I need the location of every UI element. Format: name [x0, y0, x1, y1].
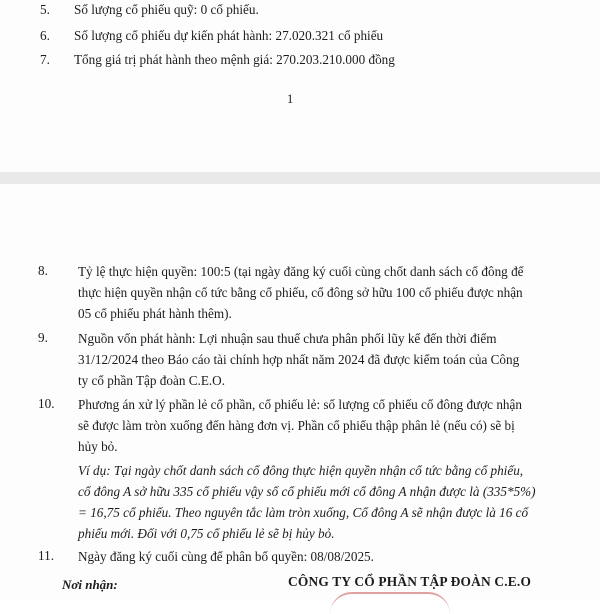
item-9-line-3: ty cổ phần Tập đoàn C.E.O.: [78, 373, 225, 388]
item-6-text: Số lượng cổ phiếu dự kiến phát hành: 27.020.321 cổ phiếu: [74, 28, 384, 43]
item-5-text: Số lượng cổ phiếu quỹ: 0 cổ phiếu.: [74, 2, 259, 17]
item-8-number: 8.: [38, 263, 48, 278]
item-10-line-1: Phương án xử lý phần lẻ cổ phần, cổ phiếu lẻ: số lượng cổ phiếu cổ đông được nhận: [78, 397, 522, 412]
item-9-number: 9.: [38, 330, 48, 345]
example-line-3: = 16,75 cổ phiếu. Theo nguyên tắc làm tròn xuống, Cổ đông A sẽ nhận được là 16 cổ: [78, 505, 529, 520]
item-8-line-3: 05 cổ phiếu phát hành thêm).: [78, 306, 232, 321]
item-5-number: 5.: [40, 2, 50, 17]
item-8-line-2: thực hiện quyền nhận cổ tức bằng cổ phiếu, cổ đông sở hữu 100 cổ phiếu được nhận: [78, 285, 523, 300]
item-10-line-2: sẽ được làm tròn xuống đến hàng đơn vị. Phần cổ phiếu thập phân lẻ (nếu có) sẽ bị: [78, 418, 515, 433]
item-7-number: 7.: [40, 52, 50, 67]
page-number: 1: [287, 92, 294, 106]
example-line-4: phiếu mới. Đối với 0,75 cổ phiếu lẻ sẽ bị hủy bỏ.: [78, 526, 335, 541]
item-7-text: Tổng giá trị phát hành theo mệnh giá: 270.203.210.000 đồng: [74, 52, 395, 67]
item-8-line-1: Tỷ lệ thực hiện quyền: 100:5 (tại ngày đăng ký cuối cùng chốt danh sách cổ đông để: [78, 264, 524, 279]
item-10-number: 10.: [38, 396, 55, 411]
item-11-text: Ngày đăng ký cuối cùng để phân bổ quyền: 08/08/2025.: [78, 549, 374, 564]
example-line-1: Ví dụ: Tại ngày chốt danh sách cổ đông thực hiện quyền nhận cổ tức bằng cổ phiếu,: [78, 463, 524, 478]
item-9-line-2: 31/12/2024 theo Báo cáo tài chính hợp nhất năm 2024 đã được kiểm toán của Công: [78, 352, 520, 367]
stamp-seal: [330, 592, 450, 614]
item-11-number: 11.: [38, 548, 54, 563]
page-1: [0, 0, 600, 172]
example-line-2: cổ đông A sở hữu 335 cổ phiếu vậy số cổ phiếu mới cổ đông A nhận được là (335*5%): [78, 484, 536, 499]
item-10-line-3: hủy bỏ.: [78, 439, 118, 454]
page-separator: [0, 172, 600, 184]
recipient-label: Nơi nhận:: [62, 577, 118, 592]
company-name: CÔNG TY CỔ PHẦN TẬP ĐOÀN C.E.O: [288, 574, 532, 589]
item-9-line-1: Nguồn vốn phát hành: Lợi nhuận sau thuế chưa phân phối lũy kế đến thời điểm: [78, 331, 497, 346]
item-6-number: 6.: [40, 28, 50, 43]
